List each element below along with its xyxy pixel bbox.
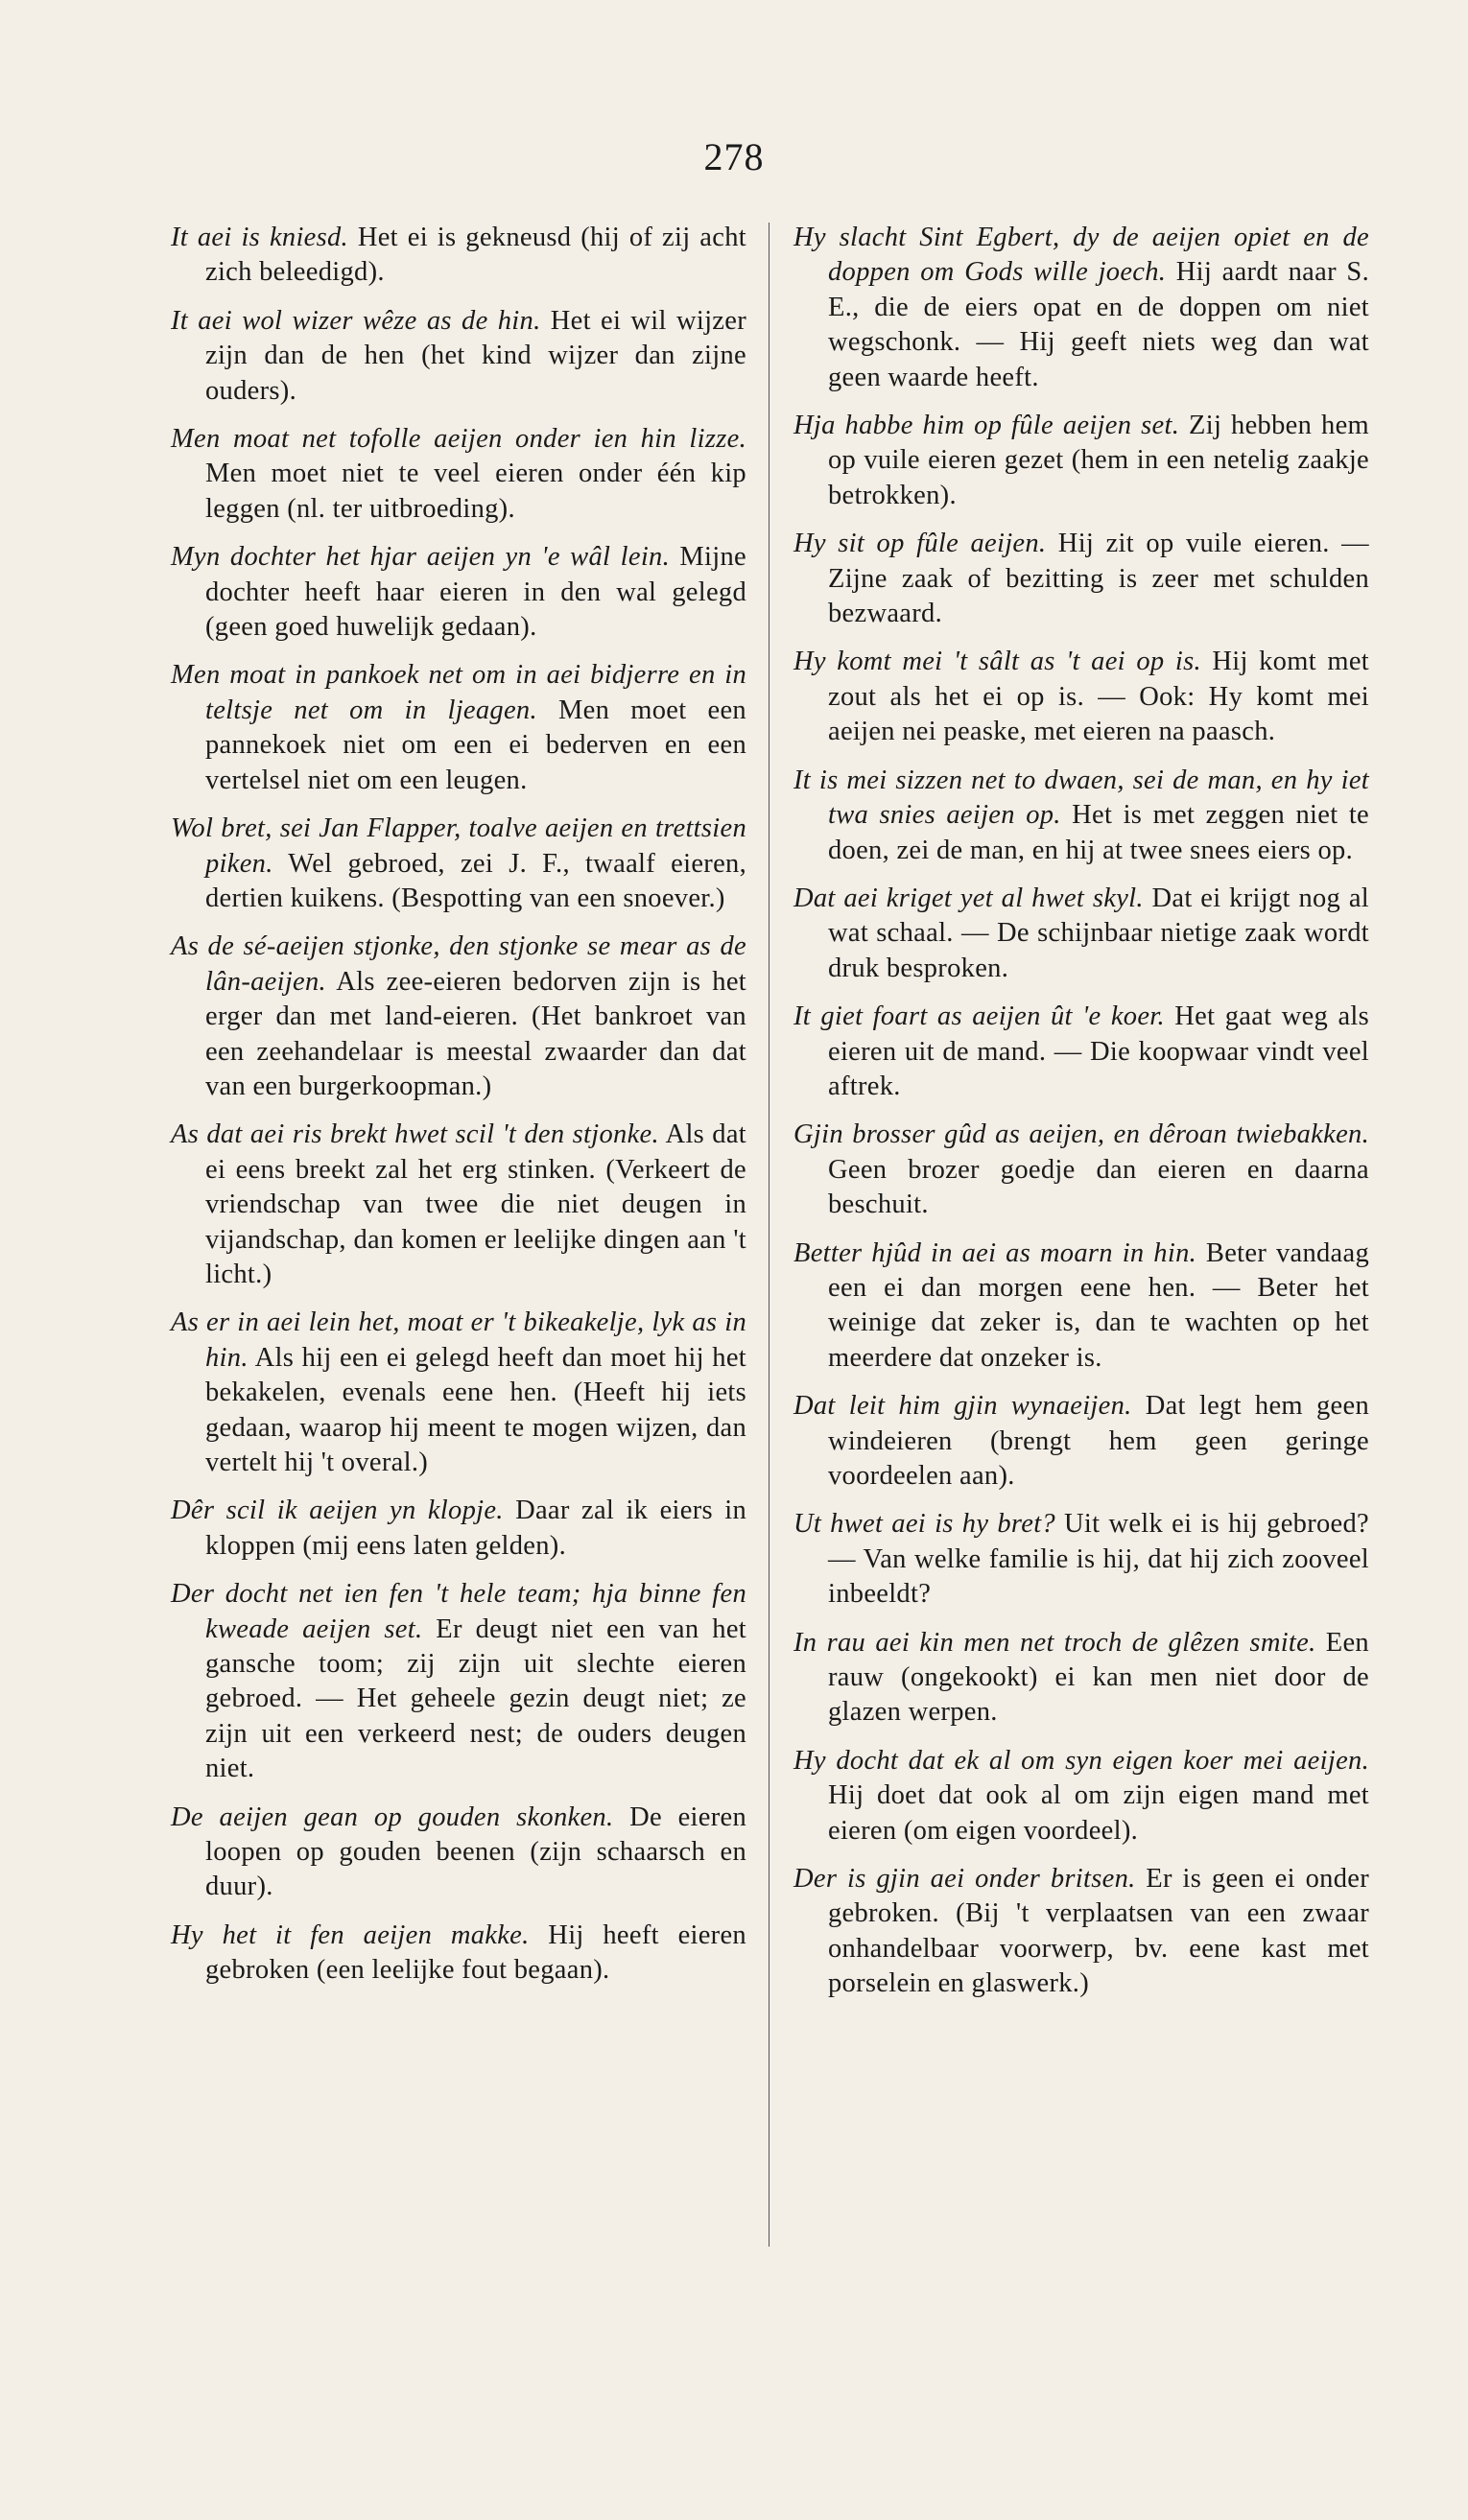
- proverb-frisian: As er in aei lein het, moat er 't bikeakelje, lyk as in hin.: [171, 1307, 746, 1373]
- proverb-frisian: Hy docht dat ek al om syn eigen koer mei aeijen.: [793, 1745, 1369, 1776]
- proverb-entry: [171, 221, 746, 291]
- proverb-frisian: In rau aei kin men net troch de glêzen smite.: [793, 1627, 1316, 1658]
- proverb-entry: [171, 1801, 746, 1905]
- proverb-translation: Dat ei krijgt nog al wat schaal. — De schijnbaar nietige zaak wordt druk besproken.: [828, 883, 1369, 983]
- proverb-frisian: It giet foart as aeijen ût 'e koer.: [793, 1001, 1165, 1032]
- proverb-translation: Dat legt hem geen windeieren (brengt hem geen geringe voordeelen aan).: [828, 1391, 1369, 1491]
- proverb-entry: [793, 1744, 1369, 1849]
- proverb-translation: Uit welk ei is hij gebroed? — Van welke familie is hij, dat hij zich zooveel inbeeldt?: [828, 1509, 1369, 1610]
- proverb-frisian: Dat leit him gjin wynaeijen.: [793, 1391, 1132, 1422]
- proverb-entry: [793, 645, 1369, 749]
- proverb-entry: [793, 882, 1369, 986]
- proverb-entry: [793, 221, 1369, 395]
- proverb-entry: [171, 422, 746, 527]
- proverb-frisian: Dat aei kriget yet al hwet skyl.: [793, 883, 1144, 913]
- proverb-entry: [793, 1507, 1369, 1612]
- proverb-entry: [793, 1862, 1369, 2002]
- proverb-entry: [793, 1626, 1369, 1731]
- proverb-translation: Hij zit op vuile eieren. — Zijne zaak of bezitting is zeer met schulden bezwaard.: [828, 529, 1369, 629]
- proverb-entry: [171, 930, 746, 1104]
- proverb-entry: [793, 1389, 1369, 1494]
- left-column: [171, 221, 746, 2002]
- proverb-frisian: As de sé-aeijen stjonke, den stjonke se mear as de lân-aeijen.: [171, 931, 746, 997]
- proverb-entry: [171, 1494, 746, 1564]
- proverb-translation: Het ei wil wijzer zijn dan de hen (het kind wijzer dan zijne ouders).: [205, 305, 746, 406]
- proverb-frisian: Gjin brosser gûd as aeijen, en dêroan twiebakken.: [793, 1119, 1369, 1150]
- page-number: 278: [703, 135, 765, 178]
- proverb-frisian: Hy slacht Sint Egbert, dy de aeijen opiet en de doppen om Gods wille joech.: [793, 223, 1369, 288]
- proverb-translation: Mijne dochter heeft haar eieren in den wal gelegd (geen goed huwelijk gedaan).: [205, 542, 746, 643]
- proverb-entry: [793, 409, 1369, 513]
- proverb-entry: [793, 1236, 1369, 1377]
- column-divider: [769, 223, 770, 2247]
- proverb-translation: Er deugt niet een van het gansche toom; zij zijn uit slechte eieren gebroed. — Het geheele gezin deugt niet; ze zijn uit een verkeerd nest; de ouders deugen niet.: [205, 1613, 746, 1784]
- proverb-translation: Het gaat weg als eieren uit de mand. — Die koopwaar vindt veel aftrek.: [828, 1001, 1369, 1101]
- proverb-entry: [793, 764, 1369, 868]
- proverb-entry: [793, 1118, 1369, 1222]
- proverb-entry: [171, 1306, 746, 1480]
- proverb-frisian: Dêr scil ik aeijen yn klopje.: [171, 1496, 504, 1526]
- proverb-translation: Beter vandaag een ei dan morgen eene hen. — Beter het weinige dat zeker is, dan te wachten op het meerdere dat onzeker is.: [828, 1237, 1369, 1373]
- proverb-frisian: As dat aei ris brekt hwet scil 't den stjonke.: [171, 1119, 659, 1150]
- proverb-translation: Daar zal ik eiers in kloppen (mij eens laten gelden).: [205, 1496, 746, 1561]
- proverb-translation: Een rauw (ongekookt) ei kan men niet door de glazen werpen.: [828, 1627, 1369, 1728]
- proverb-entry: [171, 1919, 746, 1989]
- right-column: [793, 221, 1369, 2015]
- proverb-frisian: It aei wol wizer wêze as de hin.: [171, 305, 541, 336]
- proverb-translation: Als hij een ei gelegd heeft dan moet hij het bekakelen, evenals eene hen. (Heeft hij iets gedaan, waarop hij meent te mogen wijzen, dan vertelt hij 't overal.): [205, 1342, 746, 1477]
- proverb-translation: Zij hebben hem op vuile eieren gezet (hem in een netelig zaakje betrokken).: [828, 411, 1369, 510]
- proverb-entry: [171, 304, 746, 409]
- proverb-translation: De eieren loopen op gouden beenen (zijn schaarsch en duur).: [205, 1802, 746, 1902]
- proverb-frisian: Myn dochter het hjar aeijen yn 'e wâl lein.: [171, 542, 671, 573]
- proverb-frisian: Hy sit op fûle aeijen.: [793, 529, 1047, 559]
- proverb-translation: Als zee-eieren bedorven zijn is het erger dan met land-eieren. (Het bankroet van een zeehandelaar is meestal zwaarder dan dat van een burgerkoopman.): [205, 966, 746, 1101]
- proverb-frisian: Hy het it fen aeijen makke.: [171, 1919, 530, 1950]
- proverb-frisian: Hy komt mei 't sâlt as 't aei op is.: [793, 647, 1201, 677]
- proverb-translation: Hij komt met zout als het ei op is. — Ook: Hy komt mei aeijen nei peaske, met eieren na paasch.: [828, 647, 1370, 747]
- proverb-translation: Als dat ei eens breekt zal het erg stinken. (Verkeert de vriendschap van twee die niet deugen in vijandschap, dan komen er leelijke dingen aan 't licht.): [205, 1119, 746, 1289]
- proverb-frisian: It aei is kniesd.: [171, 223, 348, 252]
- proverb-frisian: It is mei sizzen net to dwaen, sei de man, en hy iet twa snies aeijen op.: [793, 765, 1369, 831]
- proverb-entry: [171, 1118, 746, 1292]
- proverb-translation: Hij heeft eieren gebroken (een leelijke fout begaan).: [205, 1919, 746, 1986]
- proverb-translation: Men moet niet te veel eieren onder één kip leggen (nl. ter uitbroeding).: [205, 459, 746, 524]
- proverb-entry: [171, 1577, 746, 1786]
- proverb-translation: Het ei is gekneusd (hij of zij acht zich beleedigd).: [205, 223, 746, 288]
- proverb-frisian: Men moat in pankoek net om in aei bidjerre en in teltsje net om in ljeagen.: [171, 660, 746, 725]
- proverb-frisian: Hja habbe him op fûle aeijen set.: [793, 411, 1180, 441]
- proverb-translation: Geen brozer goedje dan eieren en daarna beschuit.: [828, 1154, 1369, 1220]
- proverb-frisian: Better hjûd in aei as moarn in hin.: [793, 1237, 1197, 1268]
- proverb-translation: Hij doet dat ook al om zijn eigen mand met eieren (om eigen voordeel).: [828, 1780, 1369, 1846]
- proverb-entry: [793, 1000, 1369, 1104]
- proverb-translation: Er is geen ei onder gebroken. (Bij 't verplaatsen van een zwaar onhandelbaar voorwerp, bv. eene kast met porselein en glaswerk.): [828, 1864, 1369, 1999]
- proverb-entry: [171, 812, 746, 916]
- proverb-translation: Men moet een pannekoek niet om een ei bederven en een vertelsel niet om een leugen.: [205, 695, 746, 795]
- proverb-frisian: Men moat net tofolle aeijen onder ien hin lizze.: [171, 424, 746, 455]
- proverb-translation: Hij aardt naar S. E., die de eiers opat en de doppen om niet wegschonk. — Hij geeft niets weg dan wat geen waarde heeft.: [828, 257, 1369, 392]
- proverb-entry: [793, 527, 1369, 631]
- proverb-translation: Wel gebroed, zei J. F., twaalf eieren, dertien kuikens. (Bespotting van een snoever.): [205, 848, 746, 913]
- proverb-translation: Het is met zeggen niet te doen, zei de man, en hij at twee snees eiers op.: [828, 800, 1369, 865]
- proverb-frisian: Wol bret, sei Jan Flapper, toalve aeijen en trettsien piken.: [171, 813, 746, 879]
- proverb-frisian: De aeijen gean op gouden skonken.: [171, 1802, 614, 1832]
- proverb-frisian: Ut hwet aei is hy bret?: [793, 1509, 1055, 1540]
- proverb-frisian: Der is gjin aei onder britsen.: [793, 1864, 1136, 1895]
- proverb-entry: [171, 540, 746, 645]
- proverb-entry: [171, 658, 746, 798]
- proverb-frisian: Der docht net ien fen 't hele team; hja binne fen kweade aeijen set.: [171, 1579, 746, 1644]
